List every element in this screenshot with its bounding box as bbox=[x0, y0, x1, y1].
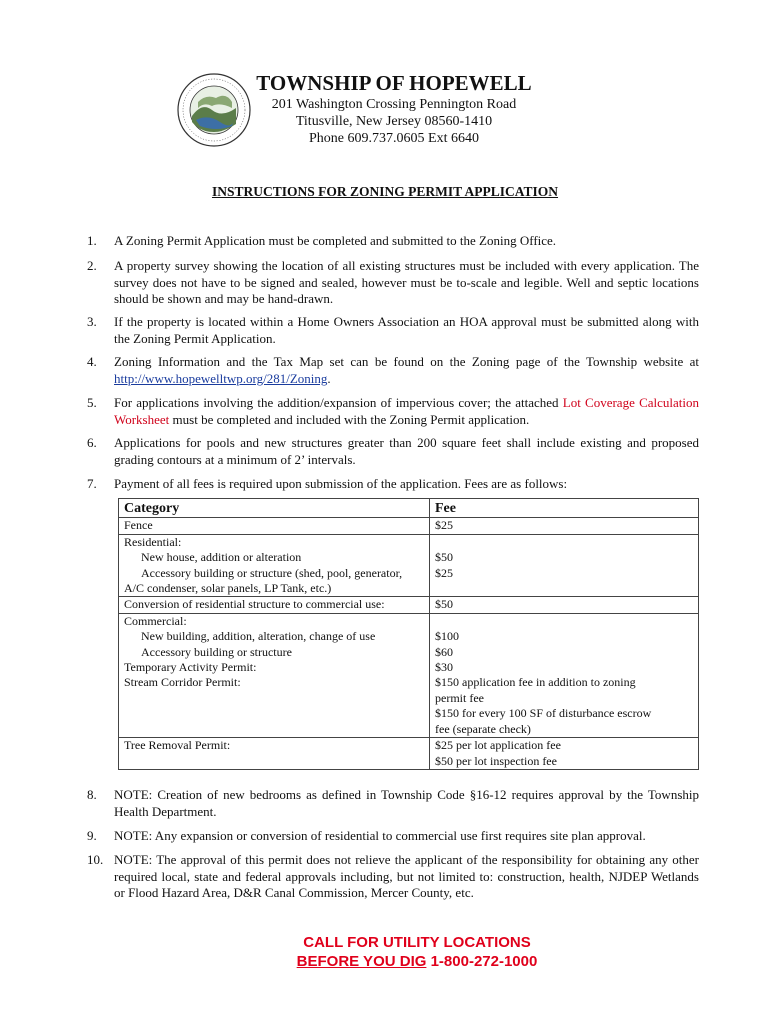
document-title: INSTRUCTIONS FOR ZONING PERMIT APPLICATION bbox=[211, 184, 559, 199]
lot-coverage-worksheet-ref: Lot Coverage Calculation Worksheet bbox=[114, 395, 700, 427]
utility-callout: CALL FOR UTILITY LOCATIONS BEFORE YOU DIG 1-800-272-1000 bbox=[296, 934, 538, 970]
instruction-item-3: 3. If the property is located within a Home Owners Association an HOA approval must be submitted along with the Zoning Permit Application. bbox=[87, 314, 699, 346]
instruction-item-7: 7. Payment of all fees is required upon submission of the application. Fees are as follows: bbox=[87, 476, 568, 491]
instruction-item-10: 10. NOTE: The approval of this permit does not relieve the applicant of the responsibility for obtaining any other required local, state and federal approvals including, but not limited to: construction, health, NJDEP Wetlands or Flood Hazard Area, D&R Canal Commission, Mercer County, etc. bbox=[87, 852, 699, 900]
header bbox=[254, 70, 534, 147]
table-row: Residential: New house, addition or alteration Accessory building or structure (shed, pool, generator, A/C condenser, solar panels, LP Tank, etc.) $50 $25 bbox=[119, 534, 699, 597]
address-line: 201 Washington Crossing Pennington Road bbox=[271, 97, 517, 112]
zoning-page-link[interactable]: http://www.hopewelltwp.org/281/Zoning bbox=[114, 370, 328, 386]
instruction-item-4: 4. Zoning Information and the Tax Map set can be found on the Zoning page of the Township website at http://www.hopewelltwp.org/281/Zoning. bbox=[87, 354, 699, 386]
phone-line: Phone 609.737.0605 Ext 6640 bbox=[309, 131, 479, 146]
table-row: Tree Removal Permit: $25 per lot application fee $50 per lot inspection fee bbox=[119, 738, 699, 770]
utility-phone-number: 1-800-272-1000 bbox=[430, 953, 538, 970]
instruction-item-9: 9. NOTE: Any expansion or conversion of residential to commercial use first requires site plan approval. bbox=[87, 828, 646, 843]
fee-table bbox=[118, 498, 699, 770]
instruction-item-2: 2. A property survey showing the location of all existing structures must be included with every application. The survey does not have to be signed and sealed, however must be to-scale and legible. Well and septic locations should be shown and may be hand-drawn. bbox=[87, 258, 699, 306]
table-row: Conversion of residential structure to commercial use: $50 bbox=[119, 597, 699, 613]
before-you-dig: BEFORE YOU DIG bbox=[296, 953, 427, 970]
table-header-row bbox=[119, 499, 699, 518]
instruction-item-8: 8. NOTE: Creation of new bedrooms as defined in Township Code §16-12 requires approval by the Township Health Department. bbox=[87, 787, 699, 819]
fee-header: Fee bbox=[430, 499, 699, 518]
instruction-item-1: 1. A Zoning Permit Application must be completed and submitted to the Zoning Office. bbox=[87, 233, 557, 248]
city-line: Titusville, New Jersey 08560-1410 bbox=[295, 114, 493, 129]
table-row: Fence $25 bbox=[119, 518, 699, 534]
township-seal-logo bbox=[176, 72, 252, 148]
instruction-item-5: 5. For applications involving the addition/expansion of impervious cover; the attached Lot Coverage Calculation Worksheet must be completed and included with the Zoning Permit application. bbox=[87, 395, 700, 427]
category-header: Category bbox=[119, 499, 430, 518]
township-title: TOWNSHIP OF HOPEWELL bbox=[256, 71, 532, 95]
table-row: Commercial: New building, addition, alteration, change of use Accessory building or structure Temporary Activity Permit: Stream Corridor Permit: $100 $60 $30 $150 application fee in addition to zoning permit fee $150 for every 100 SF of disturbance escrow fee (separate check) bbox=[119, 613, 699, 737]
instruction-item-6: 6. Applications for pools and new structures greater than 200 square feet shall include existing and proposed grading contours at a minimum of 2’ intervals. bbox=[87, 435, 699, 467]
